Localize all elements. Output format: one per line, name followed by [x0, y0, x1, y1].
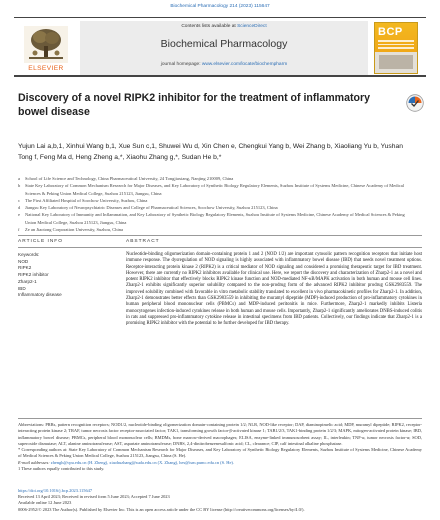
doi-link[interactable]: https://doi.org/10.1016/j.bcp.2023.115647	[18, 488, 93, 493]
crossmark-icon[interactable]	[406, 94, 424, 112]
journal-header	[14, 17, 426, 77]
section-divider-top	[18, 235, 422, 236]
keyword: RIPK2	[18, 265, 32, 271]
affiliation-f: f Ze an Jiaotong Corporation University, Suzhou, China	[18, 227, 123, 233]
cover-image	[379, 55, 413, 69]
keyword: RIPK2 inhibitor	[18, 272, 49, 278]
corresponding-author-footnote: * Corresponding authors at: State Key Laboratory of Common Mechanism Research for Major Diseases, and Key Laboratory of Synthetic Biology Regulatory Elements, Suzhou Institute of Systems Medicine, Chinese Academy of Medical Sciences & Peking Union Medical College, Suzhou 215123, Jiangsu, China (S. He).	[18, 447, 422, 459]
journal-homepage-link[interactable]: www.elsevier.com/locate/biochempharm	[201, 62, 288, 67]
author-emails[interactable]: zhengh@cpu.edu.cn (H. Zheng), xiaohuzhang@suda.edu.cn (X. Zhang), hes@ism.pumc.edu.cn (S. He).	[50, 459, 234, 465]
keywords-panel	[18, 252, 118, 299]
author-list	[18, 141, 410, 163]
affiliation-b: b State Key Laboratory of Common Mechanism Research for Major Diseases, and Key Laboratory of Synthetic Biology Regulatory Elements, Suzhou Institute of Systems Medicine, Chinese Academy of Medical Sciences & Peking Union Medical College, Suzhou 215123, Jiangsu, China	[18, 183, 405, 196]
affiliation-d: d Jiangsu Key Laboratory of Neuropsychiatric Diseases and College of Pharmaceutical Sciences, Soochow University, Suzhou 215123, China	[18, 205, 278, 211]
abstract-body: Nucleotide-binding oligomerization domain-containing protein 1 and 2 (NOD 1/2) are important cytosolic pattern recognition receptors that initiate host immune response. The dysregulation of NOD signaling is highly associated with inflammatory bowel disease (IBD) that needs novel treatment options. Receptor-interacting protein kinase 2 (RIPK2) is a critical mediator of NOD signaling and considered a promising therapeutic target for IBD treatment. However, there are currently no RIPK2 inhibitors available for clinical use. Here, we report the discovery and characterization of Zharp2-1 as a novel and potent RIPK2 inhibitor that effectively blocks RIPK2 kinase function and NOD-mediated NF-κB/MAPK activation in both human and mouse cell lines. Zharp2-1 exhibits significantly superior solubility compared to the non-prodrug form of the advanced RIPK2 inhibitor prodrug GSK2983559. The improved solubility combined with favorable in vitro metabolic stability translated to excellent in vivo pharmacokinetic profiles for Zharp2-1. In addition, Zharp2-1 demonstrates better effects than GSK2983559 in inhibiting the muramyl dipeptide (MDP)-induced production of pro-inflammatory cytokines in human peripheral blood mononuclear cells (PBMCs) and MDP-induced peritonitis in mice. Furthermore, Zharp2-1 markedly inhibits Listeria monocytogenes infection-induced cytokines release in both human and mouse cells. Importantly, Zharp2-1 significantly ameliorates DNBS-induced colitis in rats and suppressed pro-inflammatory cytokine release in intestinal specimens from IBD patients. Collectively, our findings indicate that Zharp2-1 is a promising RIPK2 inhibitor with the potential to be further developed for IBD therapy.	[126, 252, 422, 327]
contents-prefix: Contents lists available at	[181, 24, 238, 29]
keyword: NOD	[18, 258, 29, 264]
cover-label: BCP	[378, 26, 403, 38]
equal-contribution-footnote: 1 These authors equally contributed to this study.	[18, 466, 105, 472]
abbreviations-footnote: Abbreviations: PRRs, pattern recognition receptors; NOD1/2, nucleotide-binding oligomerization domain-containing protein 1/2; NLR, NOD-like receptor; DAP, diaminopimelic acid; MDP, muramyl dipeptide; RIPK2, receptor-interacting protein kinase 2; TRAF, tumor necrosis factor receptor-associated factor; TAK1, transforming growth factor-β-activated kinase 1; TAB1/2/3, TAK1-binding protein 1/2/3; MAPK, mitogen-activated protein kinase; IBD, inflammatory bowel disease; PBMCs, peripheral blood mononuclear cells; BMDMs, bone marrow-derived macrophages; ELISA, enzyme-linked immunosorbent assay; IL, interleukin; TNF-α, tumor necrosis factor-α; SOD, superoxide dismutase; ALT, alanine aminotransferase; AST, aspartate aminotransferase; DNBS, 2,4-dinitrobenzenesulfonic acid; CL, clearance; CIP, calf intestinal alkaline phosphatase.	[18, 422, 422, 446]
journal-title: Biochemical Pharmacology	[160, 38, 288, 50]
elsevier-logo[interactable]	[24, 26, 68, 72]
keyword: Zharp2-1	[18, 278, 37, 284]
section-divider-heading	[18, 247, 422, 248]
authors-line[interactable]: Yujun Lai a,b,1, Xinhui Wang b,1, Xue Sun c,1, Shuwei Wu d, Xin Chen e, Chengkui Yang b, Wei Zhang b, Xiaoliang Yu b, Yushan Tong f, Feng Ma d, Heng Zheng a,*, Xiaohu Zhang g,*, Sudan He b,*	[18, 143, 403, 161]
keyword: Inflammatory disease	[18, 292, 62, 298]
sciencedirect-link[interactable]: ScienceDirect	[237, 24, 267, 29]
doi-block	[18, 488, 422, 513]
homepage-line	[80, 62, 368, 67]
affiliation-e: e National Key Laboratory of Immunity and Inflammation, and Key Laboratory of Synthetic Biology Regulatory Elements, Suzhou Institute of Systems Medicine, Chinese Academy of Medical Sciences & Peking Union Medical College, Suzhou 215123, Jiangsu, China	[18, 212, 405, 225]
journal-reference[interactable]: Biochemical Pharmacology 214 (2023) 115647	[170, 4, 270, 9]
available-online: Available online 12 June 2023	[18, 500, 72, 506]
elsevier-tree-icon	[24, 26, 68, 63]
abstract-heading: ABSTRACT	[126, 239, 160, 244]
footnotes	[18, 422, 422, 472]
keywords-label: Keywords:	[18, 252, 40, 257]
publisher-name: ELSEVIER	[28, 65, 64, 72]
article-title: Discovery of a novel RIPK2 inhibitor for the treatment of inflammatory bowel disease	[18, 92, 371, 118]
journal-banner	[80, 21, 368, 75]
affiliations	[18, 175, 416, 233]
article-info-heading: ARTICLE INFO	[18, 239, 63, 244]
homepage-prefix: journal homepage:	[160, 62, 202, 67]
contents-line	[80, 24, 368, 29]
cover-decoration	[378, 40, 414, 51]
footnote-divider	[18, 418, 422, 419]
journal-cover-thumbnail[interactable]	[374, 22, 418, 74]
copyright-notice: 0006-2952/© 2023 The Author(s). Published by Elsevier Inc. This is an open access article under the CC BY license (http://creativecommons.org/licenses/by/4.0/).	[18, 506, 305, 512]
received-dates: Received 13 April 2023; Received in revised form 5 June 2023; Accepted 7 June 2023	[18, 494, 170, 500]
email-label: E-mail addresses:	[18, 459, 51, 465]
affiliation-a: a School of Life Science and Technology, China Pharmaceutical University, 24 Tongjiaxiang, Nanjing 210009, China	[18, 176, 234, 181]
keyword: IBD	[18, 285, 26, 291]
affiliation-c: c The First Affiliated Hospital of Soochow University, Suzhou, China	[18, 197, 148, 203]
